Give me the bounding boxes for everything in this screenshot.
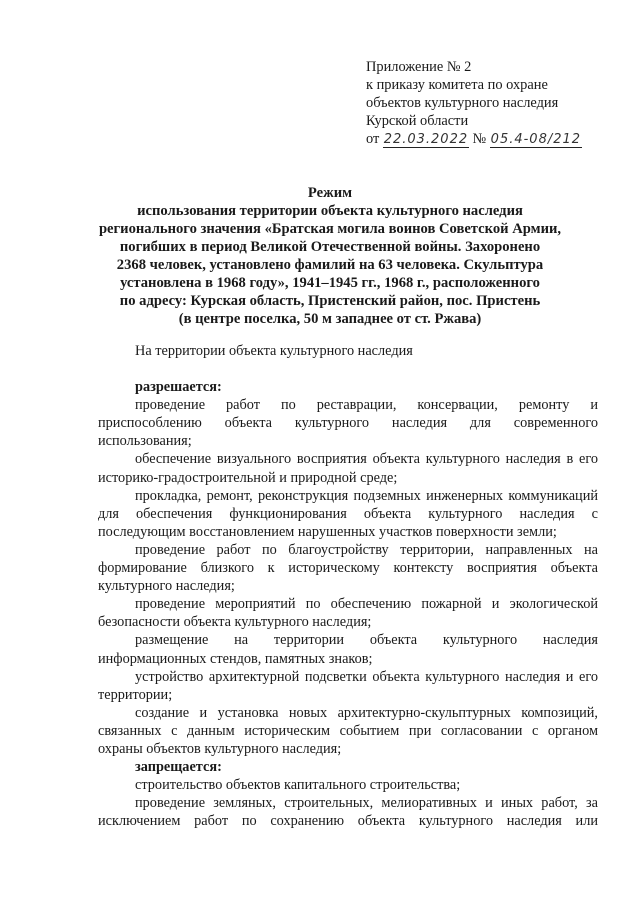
allowed-item: проведение работ по благоустройству территории, направленных на формирование близкого к историческому контексту восприятия объекта культурного наследия; bbox=[98, 541, 598, 595]
title-line: 2368 человек, установлено фамилий на 63 человека. Скульптура bbox=[116, 257, 544, 273]
title-line: погибших в период Великой Отечественной войны. Захоронено bbox=[119, 239, 541, 255]
forbidden-item: строительство объектов капитального строительства; bbox=[135, 777, 461, 794]
title-line: (в центре поселка, 50 м западнее от ст. Ржава) bbox=[178, 311, 482, 327]
intro-paragraph: На территории объекта культурного наследия bbox=[135, 343, 413, 359]
allowed-item: прокладка, ремонт, реконструкция подземных инженерных коммуникаций для обеспечения функционирования объекта культурного наследия с последующим восстановлением нарушенных участков поверхности земли; bbox=[98, 487, 598, 540]
appendix-region: Курской области bbox=[366, 113, 469, 129]
title-line: Режим bbox=[307, 185, 353, 201]
allowed-heading: разрешается: bbox=[135, 379, 222, 396]
appendix-date-number-line bbox=[366, 130, 616, 148]
handwritten-date: 22.03.2022 bbox=[383, 132, 469, 147]
title-line: установлена в 1968 году», 1941–1945 гг., 1968 г., расположенного bbox=[120, 275, 540, 291]
number-label: № bbox=[472, 131, 487, 147]
document-body bbox=[98, 342, 598, 830]
allowed-item: обеспечение визуального восприятия объекта культурного наследия в его историко-градостроительной и природной среде; bbox=[98, 451, 598, 486]
allowed-item: проведение мероприятий по обеспечению пожарной и экологической безопасности объекта культурного наследия; bbox=[98, 596, 598, 631]
allowed-item: устройство архитектурной подсветки объекта культурного наследия и его территории; bbox=[98, 668, 598, 703]
forbidden-item: проведение земляных, строительных, мелиоративных и иных работ, за исключением работ по сохранению объекта культурного наследия или bbox=[98, 795, 598, 830]
from-label: от bbox=[366, 131, 380, 147]
title-line: использования территории объекта культурного наследия bbox=[137, 203, 523, 219]
appendix-order-reference: к приказу комитета по охране bbox=[366, 77, 548, 93]
allowed-item: проведение работ по реставрации, консервации, ремонту и приспособлению объекта культурного наследия для современного использования; bbox=[98, 397, 598, 450]
document-title bbox=[60, 184, 600, 328]
allowed-item: создание и установка новых архитектурно-скульптурных композиций, связанных с данным историческим событием при согласовании с органом охраны объектов культурного наследия; bbox=[98, 704, 598, 757]
appendix-block bbox=[366, 58, 616, 148]
handwritten-order-number: 05.4-08/212 bbox=[490, 132, 582, 147]
forbidden-heading: запрещается: bbox=[135, 759, 222, 776]
title-line: регионального значения «Братская могила воинов Советской Армии, bbox=[98, 221, 562, 237]
title-line: по адресу: Курская область, Пристенский район, пос. Пристень bbox=[119, 293, 541, 309]
appendix-number: Приложение № 2 bbox=[366, 59, 472, 75]
appendix-committee: объектов культурного наследия bbox=[366, 95, 559, 111]
allowed-item: размещение на территории объекта культурного наследия информационных стендов, памятных знаков; bbox=[98, 632, 598, 667]
